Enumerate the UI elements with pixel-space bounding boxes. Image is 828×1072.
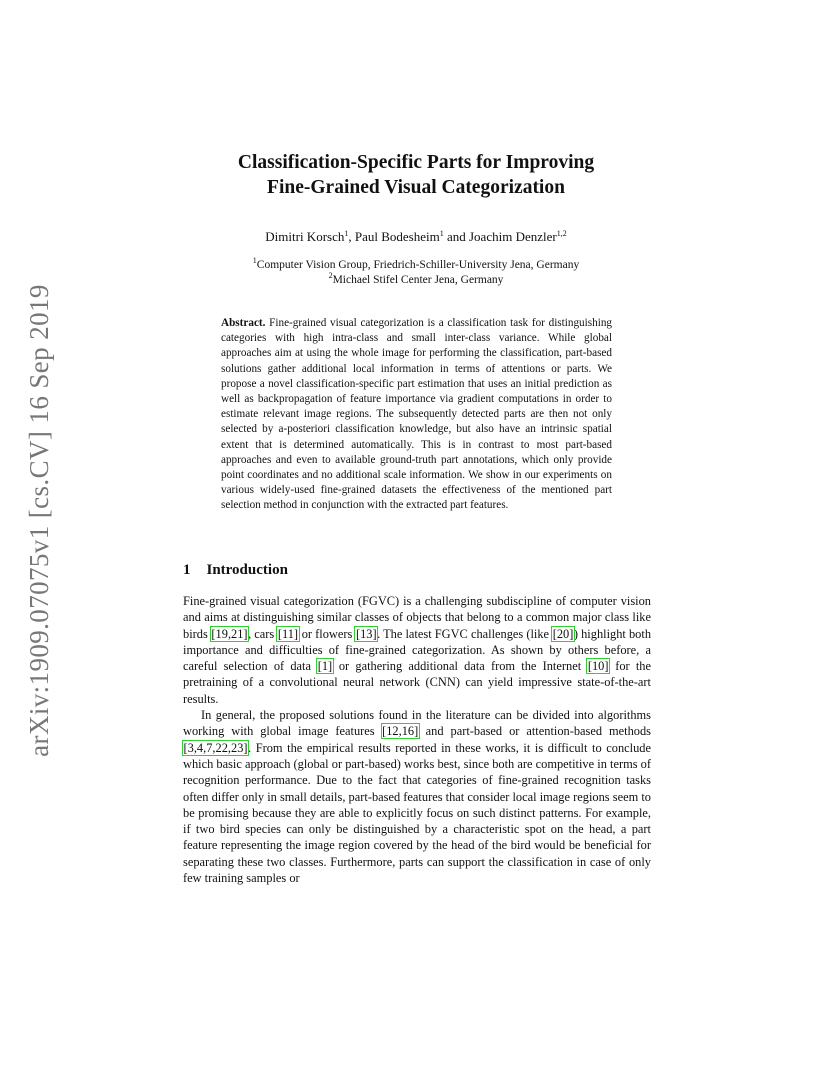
author-name: Dimitri Korsch <box>265 229 345 244</box>
abstract-text: Fine-grained visual categorization is a classification task for distinguishing categories with high intra-class and small inter-class variance. While global approaches aim at using the whole image for performing the classification, part-based solutions gather additional local information in terms of attentions or parts. We propose a novel classification-specific part estimation that uses an initial prediction as well as backpropagation of feature importance via gradient computations in order to estimate relevant image regions. The subsequently detected parts are then not only selected by a-posteriori classification knowledge, but also have an intrinsic spatial extent that is determined automatically. This is in contrast to most part-based approaches and even to available ground-truth part annotations, which only provide point coordinates and no additional scale information. We show in our experiments on various widely-used fine-grained datasets the effectiveness of the mentioned part selection method in conjunction with the extracted part features. <box>221 317 613 512</box>
affiliation-text: Computer Vision Group, Friedrich-Schiller-University Jena, Germany <box>256 259 580 271</box>
paragraph-text: for the pretraining of a convolutional neural network (CNN) can yield impressive state-of-the-art results. <box>183 659 651 706</box>
paragraph-text: or gathering additional data from the Internet <box>332 659 588 674</box>
arxiv-identifier-text: arXiv:1909.07075v1 [cs.CV] 16 Sep 2019 <box>23 283 54 757</box>
author-affiliation-mark: 1,2 <box>556 229 567 238</box>
paragraph-text: and part-based or attention-based methods <box>418 724 651 739</box>
arxiv-identifier-stamp <box>24 285 54 755</box>
citation-link[interactable]: [20] <box>552 626 574 641</box>
affiliation-mark: 2 <box>328 271 333 280</box>
citation-link[interactable]: [10] <box>587 659 609 674</box>
abstract <box>221 316 612 514</box>
citation-link[interactable]: [1] <box>317 659 333 674</box>
citation-link[interactable]: [11] <box>277 626 299 641</box>
author-separator: and <box>443 229 469 244</box>
paragraph-text: In general, the proposed solutions found in the literature can be divided into algorithms working with global image features <box>183 708 651 739</box>
citation-link[interactable]: [13] <box>355 626 377 641</box>
affiliation-list <box>160 258 672 288</box>
citation-link[interactable]: [12,16] <box>382 724 419 739</box>
affiliation-line <box>160 258 672 273</box>
affiliation-line <box>160 273 672 288</box>
author-name: Paul Bodesheim <box>354 229 440 244</box>
body-paragraph <box>183 707 651 886</box>
paper-title <box>160 150 672 200</box>
paragraph-text: , cars <box>248 626 278 641</box>
paragraph-text: Fine-grained visual categorization (FGVC) is a challenging subdiscipline of computer vision and aims at distinguishing similar classes of objects that belong to a common major class like birds <box>183 594 651 641</box>
paragraph-text: ) highlight both importance and difficulties of fine-grained categorization. As shown by others before, a careful selection of data <box>183 626 652 674</box>
citation-link[interactable]: [19,21] <box>211 626 248 641</box>
body-text <box>183 593 651 886</box>
body-paragraph <box>183 593 651 707</box>
author-affiliation-mark: 1 <box>439 229 444 238</box>
section-title: Introduction <box>206 562 288 578</box>
affiliation-mark: 1 <box>252 256 257 265</box>
section-heading <box>183 562 288 579</box>
paragraph-text: or flowers <box>298 626 356 641</box>
citation-link[interactable]: [3,4,7,22,23] <box>183 740 248 755</box>
author-list <box>160 229 672 245</box>
author-separator: , <box>348 229 355 244</box>
paragraph-text: . From the empirical results reported in these works, it is difficult to conclude which basic approach (global or part-based) works best, since both are competitive in terms of recognition performance. Due to the fact that categories of fine-grained recognition tasks often differ only in small details, part-based features that consider local image regions seem to be promising because they are able to explicitly focus on such distinct patterns. For example, if two bird species can only be distinguished by a characteristic spot on the head, a part feature representing the image region covered by the head of the bird would be beneficial for separating these two classes. Furthermore, parts can support the classification in case of only few training samples or <box>183 740 651 886</box>
author-affiliation-mark: 1 <box>344 229 349 238</box>
abstract-label: Abstract. <box>221 317 266 329</box>
affiliation-text: Michael Stifel Center Jena, Germany <box>332 274 504 286</box>
paragraph-text: . The latest FGVC challenges (like <box>377 626 553 641</box>
paper-title-line-2: Fine-Grained Visual Categorization <box>267 177 565 198</box>
author-name: Joachim Denzler <box>469 229 557 244</box>
paper-title-line-1: Classification-Specific Parts for Improving <box>237 152 595 173</box>
section-number: 1 <box>183 562 191 578</box>
